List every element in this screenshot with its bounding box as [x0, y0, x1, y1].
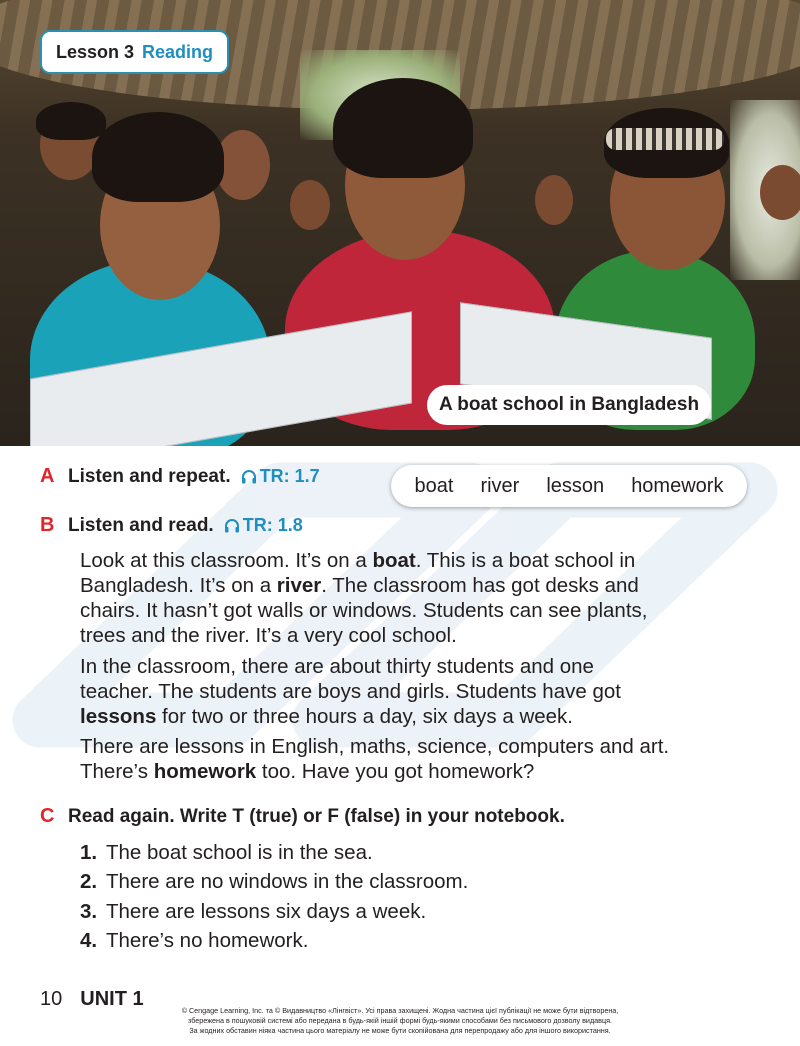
page-footer — [40, 988, 144, 1011]
item-number: 4. — [80, 929, 98, 953]
classroom-photo — [0, 0, 800, 446]
list-item — [80, 868, 468, 898]
item-text: There are no windows in the classroom. — [106, 870, 469, 894]
photo-student-hair — [36, 102, 106, 140]
exercise-b-heading — [40, 514, 303, 537]
item-text: The boat school is in the sea. — [106, 840, 373, 864]
vocabulary-box — [391, 465, 747, 507]
list-item — [80, 897, 468, 927]
vocab-word: lesson — [546, 474, 605, 497]
vocab-word: river — [480, 474, 520, 497]
photo-student — [290, 180, 330, 230]
headphones-icon — [241, 469, 257, 485]
photo-girl-middle-hair — [333, 78, 473, 178]
item-number: 3. — [80, 899, 98, 923]
reading-text: There are lessons in English, maths, science, computers and art. There’s — [80, 735, 670, 783]
lesson-tag — [40, 30, 229, 74]
unit-label: UNIT 1 — [80, 988, 144, 1010]
reading-paragraph-3 — [80, 734, 670, 784]
photo-student — [760, 165, 800, 220]
copyright-line: збережена в пошуковій системі або передана в будь-якій іншій формі будь-якими способами без письмового дозволу видавця. — [188, 1016, 612, 1025]
copyright-line: © Cengage Learning, Inc. та © Видавництво «Лінгвіст». Усі права захищені. Жодна частина цієї публікації не може бути відтворена, — [181, 1006, 619, 1015]
vocab-word: boat — [414, 474, 454, 497]
photo-caption: A boat school in Bangladesh — [427, 385, 711, 425]
page-number: 10 — [40, 988, 63, 1010]
photo-girl-left-hair — [92, 112, 224, 202]
item-number: 2. — [80, 870, 98, 894]
item-text: There are lessons six days a week. — [106, 899, 427, 923]
audio-track[interactable] — [224, 515, 303, 536]
key-word: lessons — [80, 705, 157, 728]
copyright-line: За жодних обставин ніяка частина цього матеріалу не може бути скопійована для перепродажу або для іншого використання. — [189, 1026, 611, 1035]
item-text: There’s no homework. — [106, 929, 309, 953]
exercise-a-heading — [40, 465, 320, 488]
track-label: TR: 1.8 — [242, 515, 303, 535]
photo-student — [535, 175, 573, 225]
true-false-list — [80, 838, 468, 956]
reading-text: In the classroom, there are about thirty students and one teacher. The students are boys and girls. Students have got — [80, 655, 621, 703]
reading-text: for two or three hours a day, six days a week. — [156, 705, 574, 728]
audio-track[interactable] — [241, 466, 320, 487]
item-number: 1. — [80, 840, 98, 864]
vocab-word: homework — [631, 474, 724, 497]
reading-text: . The classroom has got desks and chairs. It hasn’t got walls or windows. Students can see plants, trees and the river. It’s a very cool school. — [80, 574, 648, 647]
exercise-instruction: Read again. Write T (true) or F (false) in your notebook. — [68, 805, 565, 827]
exercise-letter: A — [40, 465, 55, 487]
exercise-letter: C — [40, 805, 55, 827]
reading-text: too. Have you got homework? — [256, 760, 535, 783]
list-item — [80, 927, 468, 957]
key-word: river — [276, 574, 322, 597]
lesson-kind: Reading — [142, 41, 214, 62]
list-item — [80, 838, 468, 868]
lesson-number: Lesson 3 — [56, 41, 135, 62]
headphones-icon — [224, 518, 240, 534]
photo-headband — [606, 128, 724, 150]
exercise-letter: B — [40, 514, 55, 536]
copyright-notice — [130, 1006, 670, 1036]
reading-text: Look at this classroom. It’s on a — [80, 549, 373, 572]
track-label: TR: 1.7 — [259, 466, 320, 486]
key-word: boat — [372, 549, 416, 572]
exercise-instruction: Listen and repeat. — [68, 465, 231, 487]
reading-paragraph-1 — [80, 548, 670, 648]
key-word: homework — [153, 760, 257, 783]
reading-text: . This is a boat school in Bangladesh. It’s on a — [80, 549, 636, 597]
exercise-c-heading — [40, 805, 565, 828]
reading-paragraph-2 — [80, 654, 670, 729]
exercise-instruction: Listen and read. — [68, 514, 214, 536]
